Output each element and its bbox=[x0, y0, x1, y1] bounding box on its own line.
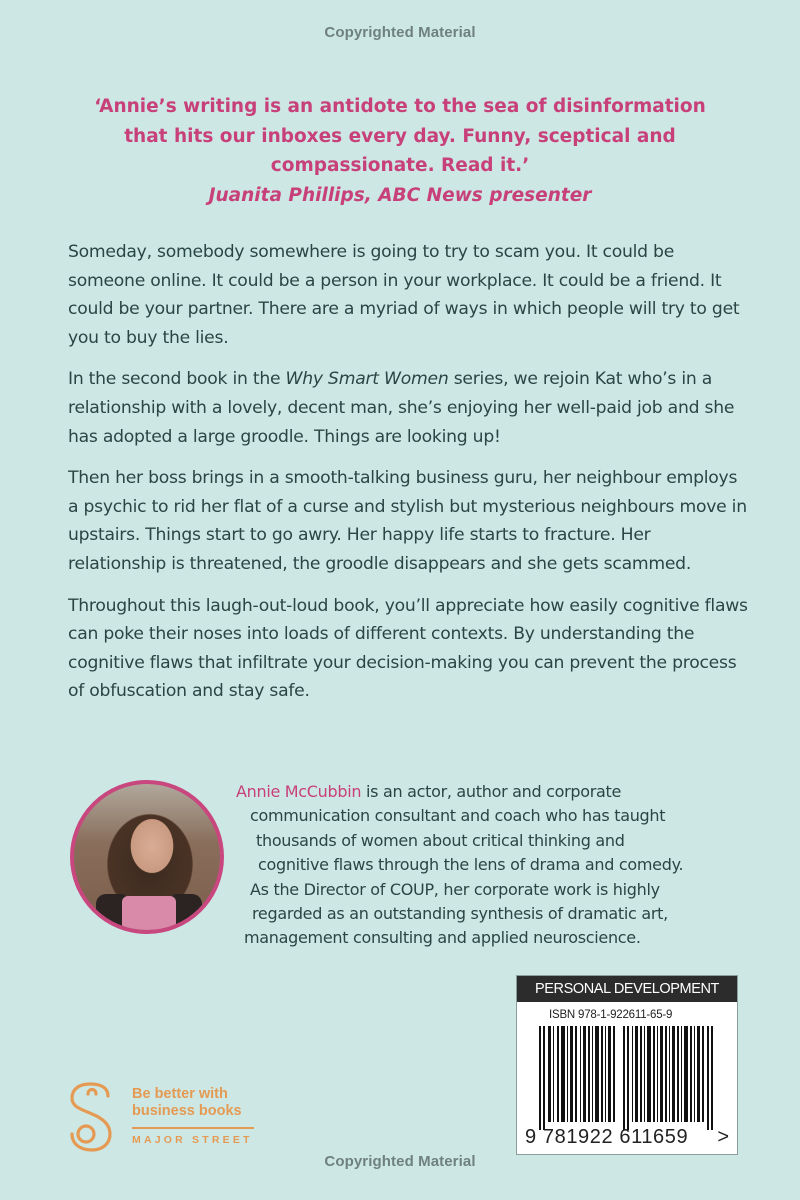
logo-divider bbox=[132, 1127, 254, 1129]
blurb-paragraph-2 bbox=[68, 365, 748, 451]
publisher-logo bbox=[68, 1082, 278, 1152]
bio-line-5: As the Director of COUP, her corporate work is highly bbox=[250, 879, 660, 899]
author-bio bbox=[236, 780, 736, 951]
tagline-line-2: business books bbox=[132, 1103, 242, 1119]
publisher-name: MAJOR STREET bbox=[132, 1134, 253, 1146]
barcode-icon bbox=[537, 1026, 719, 1130]
isbn-barcode-box bbox=[516, 975, 738, 1155]
blurb-p2-text-end: series, we rejoin Kat who’s in a relationship with a lovely, decent man, she’s enjoying her well-paid job and she has adopted a large groodle. Things are looking up! bbox=[68, 369, 735, 447]
bio-line-3: thousands of women about critical thinking and bbox=[256, 830, 625, 850]
bio-line-1 bbox=[236, 780, 736, 804]
publisher-tagline bbox=[132, 1086, 242, 1120]
blurb-paragraph-4: Throughout this laugh-out-loud book, you’ll appreciate how easily cognitive flaws can poke their noses into loads of different contexts. By understanding the cognitive flaws that infiltrate your decision-making you can prevent the process of obfuscation and stay safe. bbox=[68, 595, 748, 702]
author-photo bbox=[70, 780, 224, 934]
barcode-digits: 9 781922 611659 bbox=[525, 1126, 689, 1148]
bio-line-6: regarded as an outstanding synthesis of dramatic art, bbox=[252, 904, 668, 924]
photo-detail bbox=[172, 894, 202, 934]
bio-text: is an actor, author and corporate bbox=[361, 782, 622, 801]
bio-line-7: management consulting and applied neuroscience. bbox=[244, 928, 641, 948]
quote-attribution: Juanita Phillips, ABC News presenter bbox=[208, 184, 592, 206]
category-label: PERSONAL DEVELOPMENT bbox=[517, 976, 737, 1002]
isbn-label: ISBN 978-1-922611-65-9 bbox=[549, 1009, 673, 1021]
quote-line-3: compassionate. Read it.’ bbox=[270, 155, 530, 176]
copyright-watermark-top: Copyrighted Material bbox=[324, 24, 476, 41]
blurb-paragraph-3: Then her boss brings in a smooth-talking business guru, her neighbour employs a psychic to rid her flat of a curse and stylish but mysterious neighbours move in upstairs. Things start to go awry. Her happy life starts to fracture. Her relationship is threatened, the groodle disappears and she gets scammed. bbox=[68, 468, 747, 574]
author-name: Annie McCubbin bbox=[236, 782, 362, 801]
tagline-line-1: Be better with bbox=[132, 1086, 228, 1102]
copyright-watermark-bottom: Copyrighted Material bbox=[324, 1153, 476, 1170]
photo-detail bbox=[122, 896, 176, 934]
bio-line-4: cognitive flaws through the lens of drama and comedy. bbox=[258, 855, 684, 875]
blurb bbox=[68, 238, 748, 719]
blurb-paragraph-1: Someday, somebody somewhere is going to try to scam you. It could be someone online. It could be a person in your workplace. It could be a friend. It could be your partner. There are a myriad of ways in which people will try to get you to buy the lies. bbox=[68, 242, 740, 348]
bio-line-2: communication consultant and coach who has taught bbox=[250, 806, 666, 826]
quote-line-1: ‘Annie’s writing is an antidote to the sea of disinformation bbox=[94, 96, 706, 117]
series-title: Why Smart Women bbox=[285, 369, 449, 390]
major-street-logo-icon bbox=[68, 1082, 114, 1152]
barcode-arrow: > bbox=[717, 1126, 729, 1148]
blurb-p2-text: In the second book in the bbox=[68, 369, 286, 390]
endorsement-quote bbox=[0, 92, 800, 210]
quote-line-2: that hits our inboxes every day. Funny, sceptical and bbox=[124, 125, 676, 147]
